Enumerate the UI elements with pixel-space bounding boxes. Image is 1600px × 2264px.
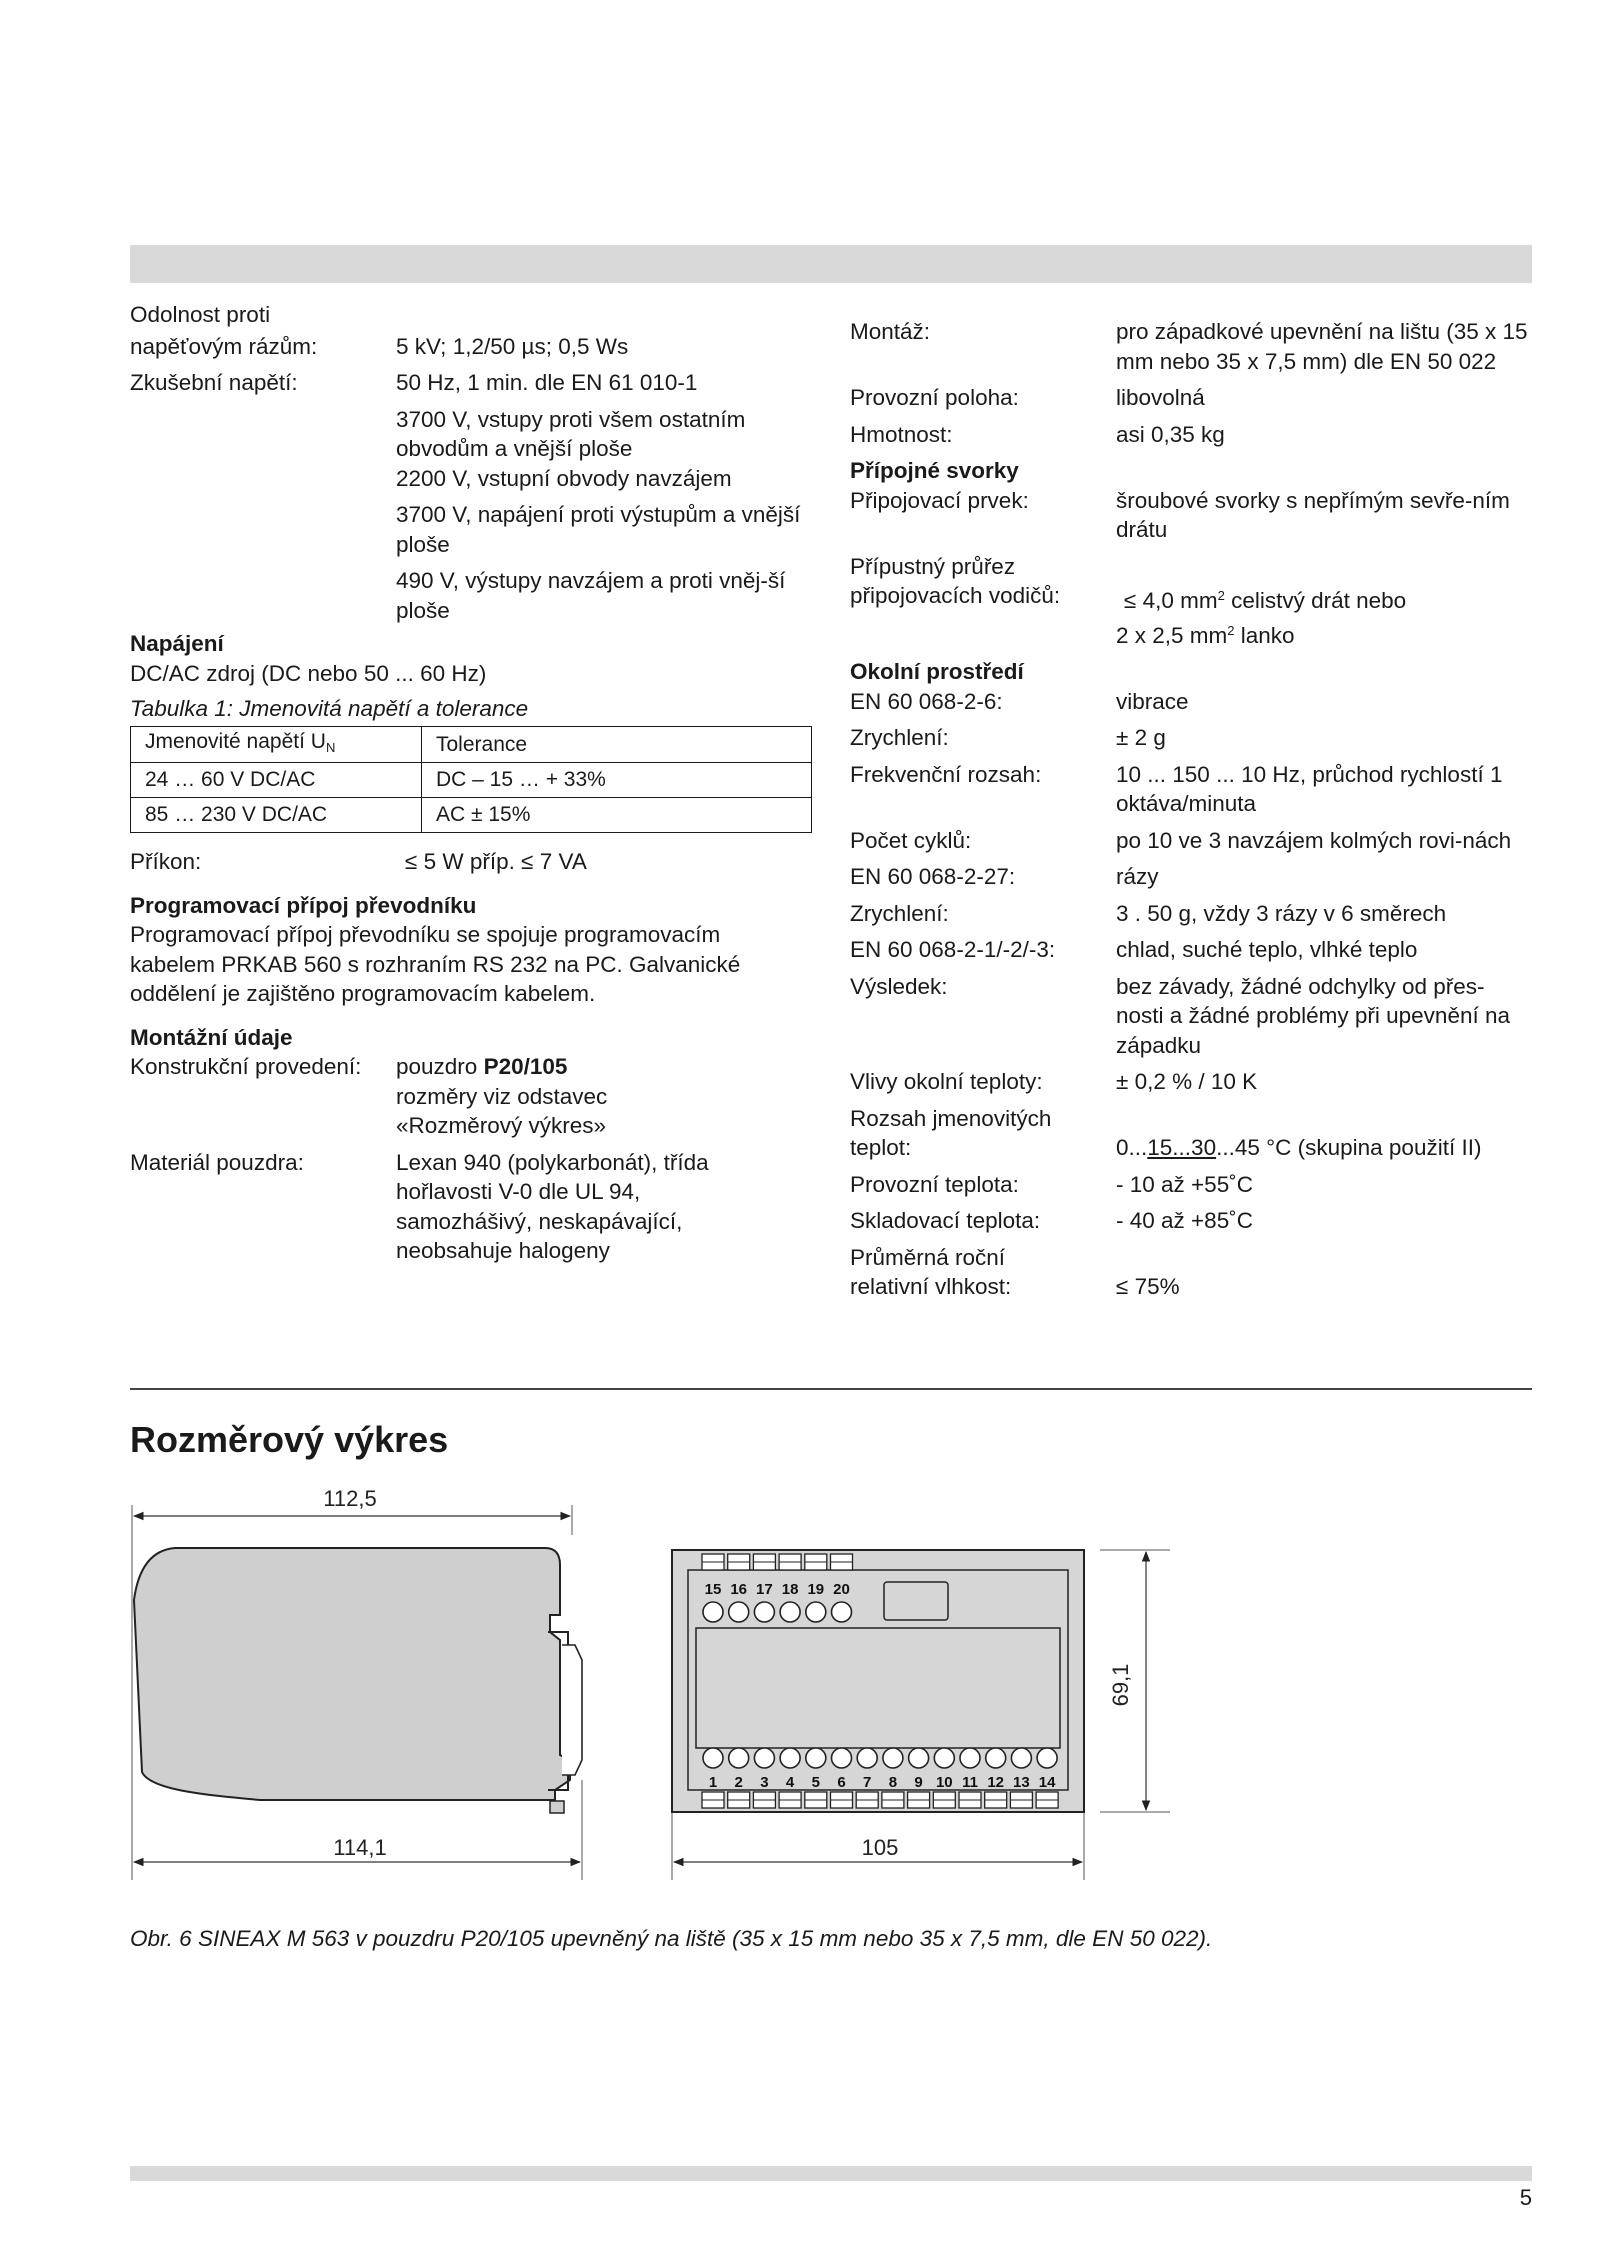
humidity-value: ≤ 75% [1116, 1274, 1180, 1299]
right-column [850, 317, 1532, 1302]
tolerance-table [130, 726, 812, 834]
connector-label: Připojovací prvek: [850, 487, 1029, 513]
terminal-label: 10 [935, 1774, 953, 1791]
surge-label-2: napěťovým rázům: [130, 333, 318, 359]
dim-bottom-left-label: 114,1 [333, 1835, 387, 1860]
header-bar [130, 245, 1532, 283]
environment-key: Zrychlení: [850, 900, 949, 926]
environment-key: EN 60 068-2-27: [850, 864, 1016, 889]
front-view [672, 1550, 1084, 1812]
power-value: ≤ 5 W příp. ≤ 7 VA [405, 849, 587, 874]
environment-value: chlad, suché teplo, vlhké teplo [1116, 937, 1418, 962]
terminal-screw [1037, 1748, 1057, 1768]
environment-value: ± 0,2 % / 10 K [1116, 1069, 1258, 1094]
environment-key: Zrychlení: [850, 725, 949, 750]
environment-value: 3 . 50 g, vždy 3 rázy v 6 směrech [1116, 900, 1447, 926]
test-voltage-value-1: 50 Hz, 1 min. dle EN 61 010-1 [396, 370, 698, 395]
environment-key: EN 60 068-2-1/-2/-3: [850, 937, 1056, 962]
terminal-screw [806, 1602, 826, 1622]
terminal-label: 14 [1038, 1774, 1056, 1791]
section-heading-dimension-drawing: Rozměrový výkres [130, 1419, 449, 1460]
surge-value: 5 kV; 1,2/50 µs; 0,5 Ws [396, 333, 629, 359]
weight-label: Hmotnost: [850, 421, 953, 447]
dimension-drawing [0, 1470, 1600, 1890]
environment-row [850, 862, 1532, 892]
table-cell-tolerance: DC – 15 … + 33% [422, 763, 812, 798]
test-voltage-label: Zkušební napětí: [130, 370, 298, 395]
table-caption: Tabulka 1: Jmenovitá napětí a tolerance [130, 696, 529, 721]
terminal-screw [754, 1748, 774, 1768]
terminal-label: 17 [756, 1581, 773, 1598]
environment-row [850, 723, 1532, 753]
supply-text: DC/AC zdroj (DC nebo 50 ... 60 Hz) [130, 660, 487, 686]
dim-top-label: 112,5 [323, 1486, 377, 1511]
terminal-screw [729, 1602, 749, 1622]
environment-row [850, 899, 1532, 929]
temp-range-value: 0...15...30...45 °C (skupina použití II) [1116, 1135, 1482, 1160]
dim-bottom-right-label: 105 [861, 1835, 899, 1860]
terminal-label: 5 [811, 1774, 820, 1791]
humidity-label-2: relativní vlhkost: [850, 1274, 1012, 1299]
figure-caption: Obr. 6 SINEAX M 563 v pouzdru P20/105 upevněný na liště (35 x 15 mm nebo 35 x 7,5 mm, dle EN 50 022). [130, 1926, 1213, 1951]
terminal-label: 2 [734, 1774, 743, 1791]
power-label: Příkon: [130, 849, 202, 874]
table-cell-tolerance: AC ± 15% [422, 798, 812, 833]
environment-value: po 10 ve 3 navzájem kolmých rovi-nách [1116, 827, 1512, 853]
environment-key: Výsledek: [850, 973, 948, 999]
terminal-label: 18 [781, 1581, 799, 1598]
left-column [130, 300, 812, 1266]
environment-key: Počet cyklů: [850, 827, 972, 853]
environment-key: Frekvenční rozsah: [850, 761, 1042, 787]
weight-value: asi 0,35 kg [1116, 421, 1225, 447]
terminal-label: 6 [837, 1774, 846, 1791]
terminal-label: 7 [863, 1774, 872, 1791]
environment-list [850, 687, 1532, 1097]
operating-temp-label: Provozní teplota: [850, 1171, 1019, 1197]
terminal-screw [909, 1748, 929, 1768]
terminal-screw [986, 1748, 1006, 1768]
material-label: Materiál pouzdra: [130, 1149, 304, 1175]
terminal-screw [883, 1748, 903, 1768]
terminal-screw [934, 1748, 954, 1768]
environment-value: vibrace [1116, 688, 1189, 714]
table-header-tolerance: Tolerance [422, 726, 812, 763]
environment-value: ± 2 g [1116, 725, 1166, 750]
environment-key: EN 60 068-2-6: [850, 688, 1003, 714]
humidity-label-1: Průměrná roční [850, 1244, 1006, 1270]
terminal-label: 15 [704, 1581, 722, 1598]
operating-temp-value: - 10 až +55˚C [1116, 1171, 1253, 1197]
section-divider [130, 1388, 1532, 1390]
terminal-screw [1011, 1748, 1031, 1768]
environment-key: Vlivy okolní teploty: [850, 1069, 1043, 1094]
test-voltage-value-3: 2200 V, vstupní obvody navzájem [396, 465, 732, 491]
environment-value: 10 ... 150 ... 10 Hz, průchod rychlostí 1 oktáva/minuta [1116, 761, 1503, 816]
test-voltage-value-4: 3700 V, napájení proti výstupům a vnější ploše [396, 502, 801, 557]
programming-heading: Programovací přípoj převodníku [130, 892, 477, 918]
table-header-voltage: Jmenovité napětí $U_N$ [131, 726, 422, 763]
terminal-screw [703, 1602, 723, 1622]
terminal-screw [754, 1602, 774, 1622]
test-voltage-value-2: 3700 V, vstupy proti všem ostatním obvodům a vnější ploše [396, 406, 746, 461]
environment-heading: Okolní prostředí [850, 659, 1024, 684]
terminal-label: 20 [833, 1581, 850, 1598]
terminal-label: 19 [807, 1581, 825, 1598]
mounting-value: pro západkové upevnění na lištu (35 x 15 mm nebo 35 x 7,5 mm) dle EN 50 022 [1116, 319, 1528, 374]
terminal-screw [703, 1748, 723, 1768]
storage-temp-label: Skladovací teplota: [850, 1208, 1041, 1233]
environment-row [850, 760, 1532, 819]
terminal-label: 16 [730, 1581, 748, 1598]
terminal-label: 1 [708, 1774, 718, 1791]
design-value-2: rozměry viz odstavec «Rozměrový výkres» [396, 1083, 608, 1138]
terminal-label: 12 [987, 1774, 1005, 1791]
side-view [134, 1548, 582, 1813]
environment-row [850, 972, 1532, 1061]
terminal-label: 8 [888, 1774, 898, 1791]
environment-row [850, 935, 1532, 965]
table-cell-voltage: 24 … 60 V DC/AC [131, 763, 422, 798]
cross-section-value-1: ≤ 4,0 $mm^2$ celistvý drát nebo [1124, 588, 1407, 613]
terminal-screw [780, 1602, 800, 1622]
environment-row [850, 1067, 1532, 1097]
surge-label-1: Odolnost proti [130, 302, 271, 327]
cross-section-label-1: Přípustný průřez [850, 553, 1016, 579]
terminal-screw [832, 1748, 852, 1768]
table-row [131, 798, 812, 833]
connector-value: šroubové svorky s nepřímým sevře-ním drátu [1116, 487, 1510, 542]
terminal-screw [960, 1748, 980, 1768]
terminal-screw [780, 1748, 800, 1768]
position-value: libovolná [1116, 385, 1205, 410]
terminal-label: 9 [914, 1774, 923, 1791]
cross-section-label-2: připojovacích vodičů: [850, 583, 1061, 608]
table-header-row [131, 726, 812, 763]
supply-heading: Napájení [130, 631, 224, 656]
cross-section-value-2: 2 x 2,5 $mm^2$ lanko [1116, 622, 1295, 648]
dim-height-label: 69,1 [1108, 1663, 1133, 1707]
page-number: 5 [1519, 2185, 1532, 2210]
environment-value: bez závady, žádné odchylky od přes-nosti a žádné problémy při upevnění na západku [1116, 973, 1511, 1058]
mounting-label: Montáž: [850, 319, 931, 344]
terminal-screw [857, 1748, 877, 1768]
storage-temp-value: - 40 až +85˚C [1116, 1208, 1253, 1233]
material-value: Lexan 940 (polykarbonát), třída hořlavosti V-0 dle UL 94, samozhášivý, neskapávající, neobsahuje halogeny [396, 1149, 709, 1263]
design-label: Konstrukční provedení: [130, 1054, 362, 1079]
terminal-label: 13 [1013, 1774, 1030, 1791]
design-value: pouzdro P20/105 [396, 1054, 568, 1079]
terminals-heading: Přípojné svorky [850, 458, 1019, 483]
environment-value: rázy [1116, 864, 1159, 889]
terminal-label: 3 [760, 1774, 769, 1791]
test-voltage-value-5: 490 V, výstupy navzájem a proti vněj-ší ploše [396, 568, 786, 623]
mounting-data-heading: Montážní údaje [130, 1024, 293, 1050]
terminal-screw [729, 1748, 749, 1768]
programming-text: Programovací přípoj převodníku se spojuje programovacím kabelem PRKAB 560 s rozhraním RS 232 na PC. Galvanické oddělení je zajištěno programovacím kabelem. [130, 922, 741, 1006]
table-cell-voltage: 85 … 230 V DC/AC [131, 798, 422, 833]
terminal-screw [806, 1748, 826, 1768]
table-row [131, 763, 812, 798]
temp-range-label-1: Rozsah jmenovitých [850, 1105, 1052, 1131]
footer-bar [130, 2166, 1532, 2181]
position-label: Provozní poloha: [850, 385, 1019, 410]
temp-range-label-2: teplot: [850, 1135, 912, 1160]
environment-row [850, 826, 1532, 856]
environment-row [850, 687, 1532, 717]
terminal-screw [832, 1602, 852, 1622]
terminal-label: 11 [962, 1774, 978, 1791]
terminal-label: 4 [785, 1774, 795, 1791]
